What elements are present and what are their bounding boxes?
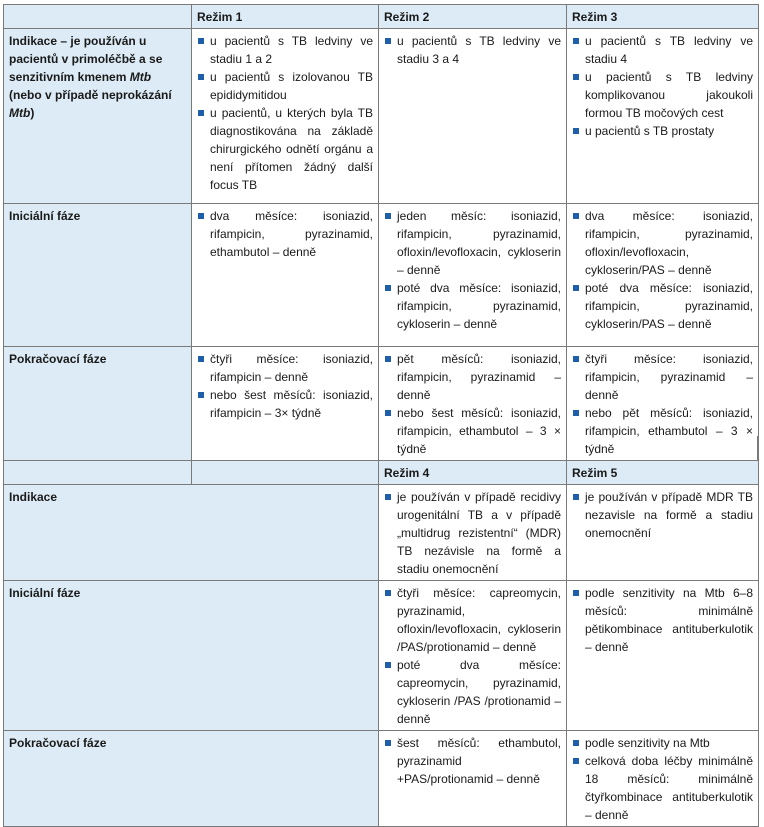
list-item: podle senzitivity na Mtb 6–8 měsíců: minimálně pětikombinace antituberkulotik – denně xyxy=(572,584,753,656)
row-label-indikace: Indikace – je používán u pacientů v primoléčbě a se senzitivním kmenem Mtb (nebo v případě neprokázání Mtb) xyxy=(4,29,192,204)
list-item: u pacientů s TB ledviny ve stadiu 4 xyxy=(572,32,753,68)
table-cell xyxy=(379,29,567,204)
list-item: nebo pět měsíců: isoniazid, rifampicin, ethambutol – 3 × týdně xyxy=(572,404,753,458)
table-cell xyxy=(379,581,567,731)
list-item: čtyři měsíce: isoniazid, rifampicin, pyrazinamid – denně xyxy=(572,350,753,404)
header-rezim-4: Režim 4 xyxy=(379,461,567,485)
list-item: jeden měsíc: isoniazid, rifampicin, pyrazinamid, ofloxin/levofloxacin, cykloserin – denně xyxy=(384,207,561,279)
row-label-pokracovaci-faze: Pokračovací fáze xyxy=(4,731,379,827)
list-item: poté dva měsíce: capreomycin, pyrazinamid, cykloserin /PAS /protionamid – denně xyxy=(384,656,561,728)
header-rezim-1: Režim 1 xyxy=(192,5,379,29)
list-item: u pacientů s TB ledviny komplikovanou jakoukoli formou TB močových cest xyxy=(572,68,753,122)
header-row xyxy=(4,5,759,29)
table-cell xyxy=(567,731,759,827)
header-row xyxy=(4,461,759,485)
header-rezim-3: Režim 3 xyxy=(567,5,759,29)
header-blank-cell xyxy=(4,461,192,485)
list-item: čtyři měsíce: isoniazid, rifampicin – denně xyxy=(197,350,373,386)
list-item: u pacientů s TB ledviny ve stadiu 3 a 4 xyxy=(384,32,561,68)
table-row xyxy=(4,581,759,731)
list-item: je používán v případě MDR TB nezavisle na formě a stadiu onemocnění xyxy=(572,488,753,542)
list-item: poté dva měsíce: isoniazid, rifampicin, pyrazinamid, cykloserin – denně xyxy=(384,279,561,333)
list-item: u pacientů s TB prostaty xyxy=(572,122,753,140)
table-row xyxy=(4,731,759,827)
list-item: šest měsíců: ethambutol, pyrazinamid +PAS/protionamid – denně xyxy=(384,734,561,788)
table-cell xyxy=(567,29,759,204)
table-cell xyxy=(567,485,759,581)
table-cell xyxy=(192,204,379,347)
header-blank-cell xyxy=(192,461,379,485)
list-item: pět měsíců: isoniazid, rifampicin, pyrazinamid – denně xyxy=(384,350,561,404)
table-row xyxy=(4,204,759,347)
list-item: u pacientů s izolovanou TB epididymitidou xyxy=(197,68,373,104)
list-item: u pacientů s TB ledviny ve stadiu 1 a 2 xyxy=(197,32,373,68)
list-item: čtyři měsíce: capreomycin, pyrazinamid, ofloxin/levofloxacin, cykloserin /PAS/protionamid – denně xyxy=(384,584,561,656)
regimen-table-1 xyxy=(3,4,759,461)
row-label-indikace: Indikace xyxy=(4,485,379,581)
table-row xyxy=(4,485,759,581)
table-cell xyxy=(567,581,759,731)
list-item: dva měsíce: isoniazid, rifampicin, pyrazinamid, ethambutol – denně xyxy=(197,207,373,261)
header-rezim-2: Režim 2 xyxy=(379,5,567,29)
list-item: nebo šest měsíců: isoniazid, rifampicin – 3× týdně xyxy=(197,386,373,422)
list-item: podle senzitivity na Mtb xyxy=(572,734,753,752)
row-label-inicialni-faze: Iniciální fáze xyxy=(4,581,379,731)
table-cell xyxy=(379,204,567,347)
regimen-table-2 xyxy=(3,460,759,827)
table-cell xyxy=(192,29,379,204)
table-row xyxy=(4,29,759,204)
table-cell xyxy=(379,731,567,827)
header-rezim-5: Režim 5 xyxy=(567,461,759,485)
list-item: celková doba léčby minimálně 18 měsíců: minimálně čtyřkombinace antituberkulotik – denně xyxy=(572,752,753,824)
row-label-inicialni-faze: Iniciální fáze xyxy=(4,204,192,347)
list-item: je používán v případě recidivy urogenitální TB a v případě „multidrug rezistentní“ (MDR) TB nezávisle na formě a stadiu onemocnění xyxy=(384,488,561,578)
table-cell xyxy=(567,204,759,347)
table-cell xyxy=(379,485,567,581)
list-item: nebo šest měsíců: isoniazid, rifampicin, ethambutol – 3 × týdně xyxy=(384,404,561,458)
row-label-pokracovaci-faze: Pokračovací fáze xyxy=(4,347,192,461)
list-item: poté dva měsíce: isoniazid, rifampicin, pyrazinamid, cykloserin/PAS – denně xyxy=(572,279,753,333)
header-blank-cell xyxy=(4,5,192,29)
table-gap xyxy=(3,436,758,460)
list-item: dva měsíce: isoniazid, rifampicin, pyrazinamid, ofloxin/levofloxacin, cykloserin/PAS – denně xyxy=(572,207,753,279)
list-item: u pacientů, u kterých byla TB diagnostikována na základě chirurgického odnětí orgánu a není přítomen žádný další focus TB xyxy=(197,104,373,194)
